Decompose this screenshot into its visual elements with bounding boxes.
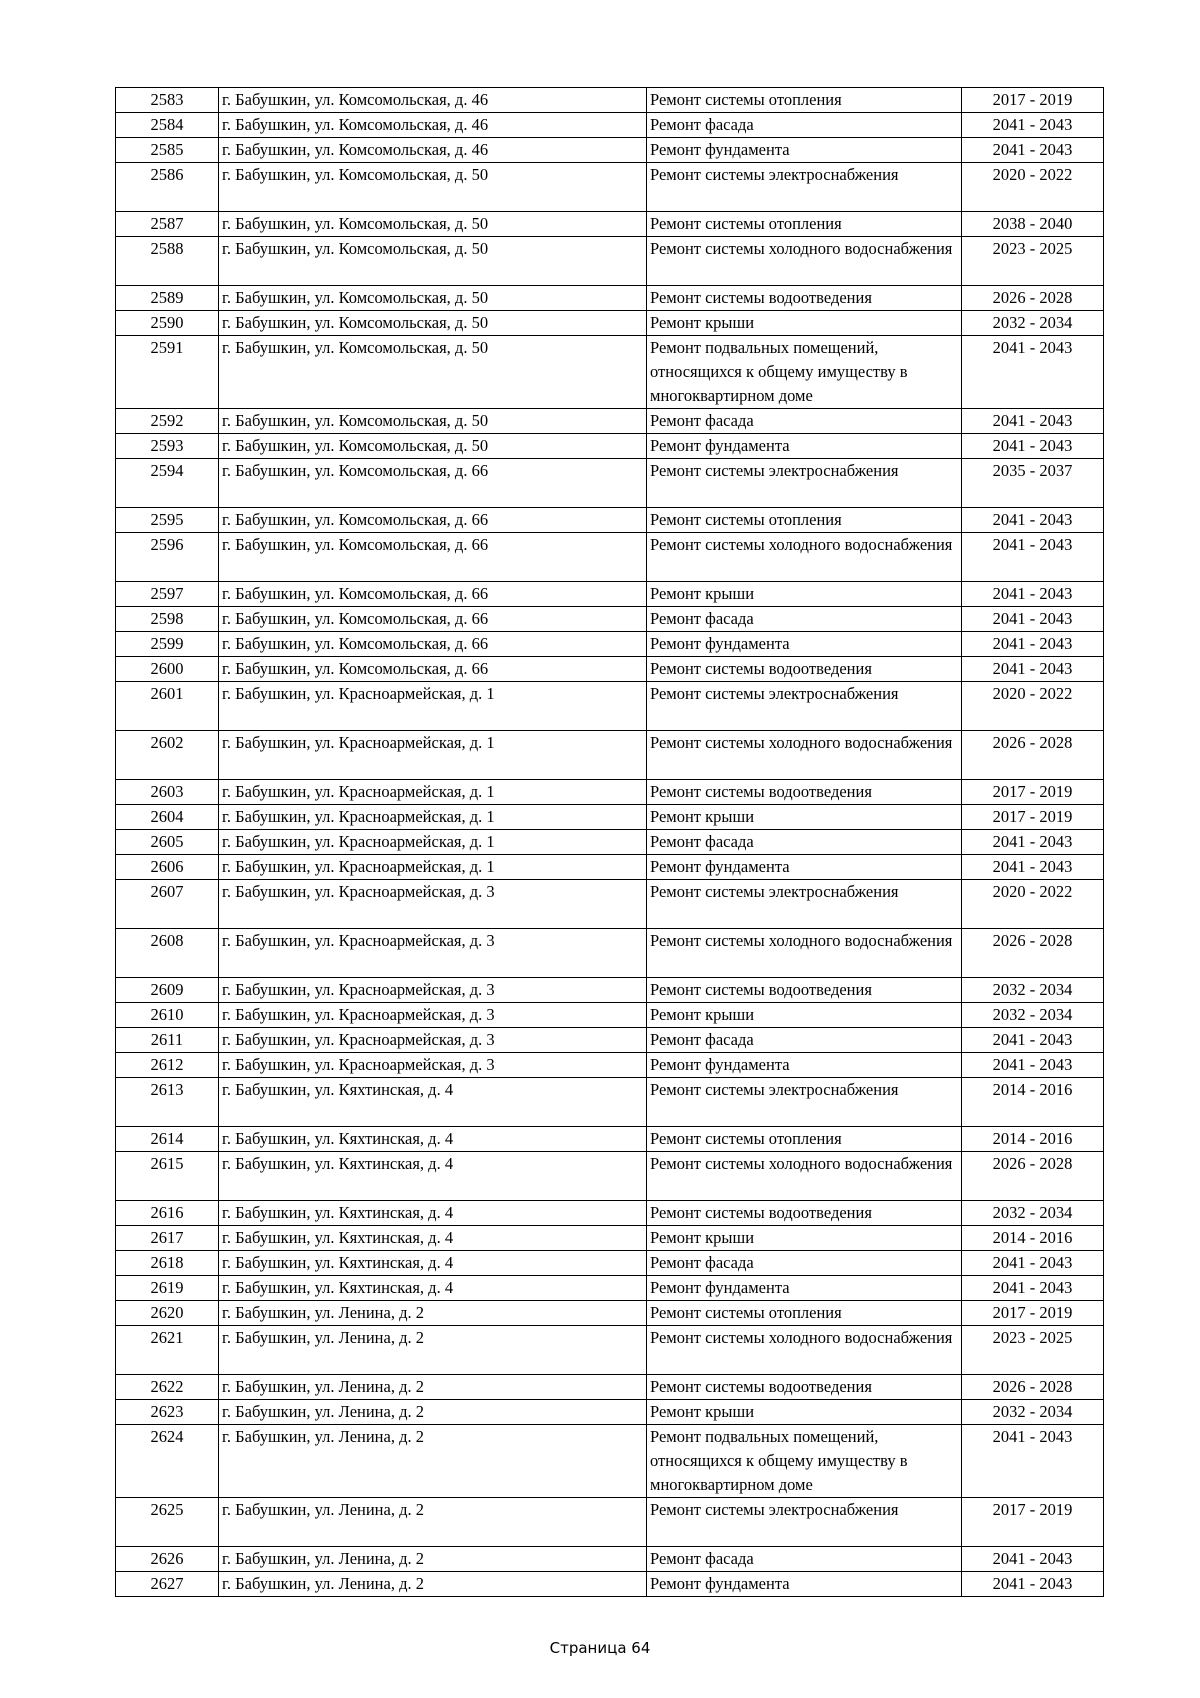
period-cell: 2041 - 2043	[962, 434, 1104, 459]
table-row	[116, 830, 1104, 855]
work-type-cell: Ремонт крыши	[647, 1003, 962, 1028]
period-cell: 2014 - 2016	[962, 1226, 1104, 1251]
table-row	[116, 805, 1104, 830]
work-type-cell: Ремонт системы отопления	[647, 88, 962, 113]
address-cell: г. Бабушкин, ул. Комсомольская, д. 66	[219, 657, 647, 682]
row-number-cell: 2613	[116, 1078, 219, 1127]
table-row	[116, 978, 1104, 1003]
address-cell: г. Бабушкин, ул. Комсомольская, д. 66	[219, 508, 647, 533]
address-cell: г. Бабушкин, ул. Красноармейская, д. 1	[219, 830, 647, 855]
row-number-cell: 2591	[116, 336, 219, 409]
period-cell: 2020 - 2022	[962, 880, 1104, 929]
period-cell: 2023 - 2025	[962, 237, 1104, 286]
row-number-cell: 2627	[116, 1572, 219, 1597]
address-cell: г. Бабушкин, ул. Ленина, д. 2	[219, 1572, 647, 1597]
work-type-cell: Ремонт системы электроснабжения	[647, 682, 962, 731]
address-cell: г. Бабушкин, ул. Комсомольская, д. 50	[219, 237, 647, 286]
address-cell: г. Бабушкин, ул. Красноармейская, д. 1	[219, 780, 647, 805]
table-row	[116, 731, 1104, 780]
row-number-cell: 2624	[116, 1425, 219, 1498]
work-type-cell: Ремонт фундамента	[647, 138, 962, 163]
work-type-cell: Ремонт системы холодного водоснабжения	[647, 1152, 962, 1201]
row-number-cell: 2593	[116, 434, 219, 459]
address-cell: г. Бабушкин, ул. Ленина, д. 2	[219, 1425, 647, 1498]
work-type-cell: Ремонт фасада	[647, 113, 962, 138]
table-row	[116, 880, 1104, 929]
work-type-cell: Ремонт системы холодного водоснабжения	[647, 929, 962, 978]
work-type-cell: Ремонт фундамента	[647, 855, 962, 880]
row-number-cell: 2589	[116, 286, 219, 311]
period-cell: 2041 - 2043	[962, 533, 1104, 582]
row-number-cell: 2612	[116, 1053, 219, 1078]
address-cell: г. Бабушкин, ул. Комсомольская, д. 46	[219, 138, 647, 163]
address-cell: г. Бабушкин, ул. Красноармейская, д. 3	[219, 880, 647, 929]
period-cell: 2041 - 2043	[962, 409, 1104, 434]
work-type-cell: Ремонт системы отопления	[647, 212, 962, 237]
row-number-cell: 2583	[116, 88, 219, 113]
row-number-cell: 2619	[116, 1276, 219, 1301]
period-cell: 2041 - 2043	[962, 1547, 1104, 1572]
table-row	[116, 459, 1104, 508]
table-row	[116, 929, 1104, 978]
table-row	[116, 508, 1104, 533]
row-number-cell: 2595	[116, 508, 219, 533]
row-number-cell: 2620	[116, 1301, 219, 1326]
period-cell: 2041 - 2043	[962, 582, 1104, 607]
table-row	[116, 657, 1104, 682]
address-cell: г. Бабушкин, ул. Комсомольская, д. 50	[219, 336, 647, 409]
work-type-cell: Ремонт фундамента	[647, 434, 962, 459]
address-cell: г. Бабушкин, ул. Ленина, д. 2	[219, 1375, 647, 1400]
address-cell: г. Бабушкин, ул. Комсомольская, д. 66	[219, 607, 647, 632]
row-number-cell: 2621	[116, 1326, 219, 1375]
row-number-cell: 2622	[116, 1375, 219, 1400]
period-cell: 2041 - 2043	[962, 336, 1104, 409]
address-cell: г. Бабушкин, ул. Ленина, д. 2	[219, 1547, 647, 1572]
work-type-cell: Ремонт крыши	[647, 805, 962, 830]
table-row	[116, 1276, 1104, 1301]
row-number-cell: 2617	[116, 1226, 219, 1251]
address-cell: г. Бабушкин, ул. Кяхтинская, д. 4	[219, 1152, 647, 1201]
table-row	[116, 434, 1104, 459]
work-type-cell: Ремонт крыши	[647, 1400, 962, 1425]
work-type-cell: Ремонт фундамента	[647, 1572, 962, 1597]
row-number-cell: 2587	[116, 212, 219, 237]
table-row	[116, 855, 1104, 880]
work-type-cell: Ремонт крыши	[647, 311, 962, 336]
table-row	[116, 1078, 1104, 1127]
address-cell: г. Бабушкин, ул. Красноармейская, д. 1	[219, 682, 647, 731]
table-row	[116, 1572, 1104, 1597]
period-cell: 2041 - 2043	[962, 1053, 1104, 1078]
period-cell: 2041 - 2043	[962, 508, 1104, 533]
row-number-cell: 2610	[116, 1003, 219, 1028]
address-cell: г. Бабушкин, ул. Комсомольская, д. 50	[219, 409, 647, 434]
address-cell: г. Бабушкин, ул. Комсомольская, д. 50	[219, 286, 647, 311]
period-cell: 2041 - 2043	[962, 657, 1104, 682]
address-cell: г. Бабушкин, ул. Красноармейская, д. 1	[219, 805, 647, 830]
work-type-cell: Ремонт системы водоотведения	[647, 1375, 962, 1400]
work-type-cell: Ремонт системы водоотведения	[647, 286, 962, 311]
row-number-cell: 2608	[116, 929, 219, 978]
row-number-cell: 2611	[116, 1028, 219, 1053]
address-cell: г. Бабушкин, ул. Комсомольская, д. 46	[219, 113, 647, 138]
period-cell: 2041 - 2043	[962, 632, 1104, 657]
work-type-cell: Ремонт системы водоотведения	[647, 978, 962, 1003]
address-cell: г. Бабушкин, ул. Комсомольская, д. 66	[219, 582, 647, 607]
address-cell: г. Бабушкин, ул. Ленина, д. 2	[219, 1326, 647, 1375]
table-row	[116, 1152, 1104, 1201]
period-cell: 2017 - 2019	[962, 1498, 1104, 1547]
period-cell: 2026 - 2028	[962, 1152, 1104, 1201]
row-number-cell: 2616	[116, 1201, 219, 1226]
work-type-cell: Ремонт системы холодного водоснабжения	[647, 533, 962, 582]
work-type-cell: Ремонт фасада	[647, 1251, 962, 1276]
period-cell: 2017 - 2019	[962, 88, 1104, 113]
table-row	[116, 138, 1104, 163]
address-cell: г. Бабушкин, ул. Комсомольская, д. 66	[219, 459, 647, 508]
table-row	[116, 607, 1104, 632]
period-cell: 2041 - 2043	[962, 1276, 1104, 1301]
table-row	[116, 88, 1104, 113]
work-type-cell: Ремонт системы холодного водоснабжения	[647, 731, 962, 780]
period-cell: 2041 - 2043	[962, 1572, 1104, 1597]
table-row	[116, 163, 1104, 212]
period-cell: 2032 - 2034	[962, 1400, 1104, 1425]
row-number-cell: 2614	[116, 1127, 219, 1152]
address-cell: г. Бабушкин, ул. Ленина, д. 2	[219, 1301, 647, 1326]
work-type-cell: Ремонт системы электроснабжения	[647, 163, 962, 212]
address-cell: г. Бабушкин, ул. Ленина, д. 2	[219, 1400, 647, 1425]
work-type-cell: Ремонт фасада	[647, 607, 962, 632]
work-type-cell: Ремонт системы отопления	[647, 1301, 962, 1326]
table-row	[116, 533, 1104, 582]
period-cell: 2035 - 2037	[962, 459, 1104, 508]
row-number-cell: 2618	[116, 1251, 219, 1276]
work-type-cell: Ремонт системы водоотведения	[647, 1201, 962, 1226]
address-cell: г. Бабушкин, ул. Комсомольская, д. 66	[219, 632, 647, 657]
table-row	[116, 1400, 1104, 1425]
row-number-cell: 2588	[116, 237, 219, 286]
repair-schedule-table	[115, 87, 1104, 1597]
table-row	[116, 286, 1104, 311]
row-number-cell: 2605	[116, 830, 219, 855]
address-cell: г. Бабушкин, ул. Комсомольская, д. 66	[219, 533, 647, 582]
work-type-cell: Ремонт системы электроснабжения	[647, 1078, 962, 1127]
table-row	[116, 1028, 1104, 1053]
period-cell: 2032 - 2034	[962, 978, 1104, 1003]
row-number-cell: 2604	[116, 805, 219, 830]
work-type-cell: Ремонт фасада	[647, 1028, 962, 1053]
period-cell: 2017 - 2019	[962, 1301, 1104, 1326]
table-body	[116, 88, 1104, 1597]
address-cell: г. Бабушкин, ул. Кяхтинская, д. 4	[219, 1201, 647, 1226]
period-cell: 2014 - 2016	[962, 1078, 1104, 1127]
table-row	[116, 1301, 1104, 1326]
table-row	[116, 682, 1104, 731]
period-cell: 2020 - 2022	[962, 163, 1104, 212]
period-cell: 2041 - 2043	[962, 1251, 1104, 1276]
table-row	[116, 1498, 1104, 1547]
row-number-cell: 2592	[116, 409, 219, 434]
row-number-cell: 2606	[116, 855, 219, 880]
row-number-cell: 2594	[116, 459, 219, 508]
address-cell: г. Бабушкин, ул. Комсомольская, д. 50	[219, 212, 647, 237]
row-number-cell: 2600	[116, 657, 219, 682]
address-cell: г. Бабушкин, ул. Комсомольская, д. 50	[219, 434, 647, 459]
period-cell: 2041 - 2043	[962, 1028, 1104, 1053]
work-type-cell: Ремонт системы электроснабжения	[647, 459, 962, 508]
table-row	[116, 336, 1104, 409]
work-type-cell: Ремонт фасада	[647, 409, 962, 434]
period-cell: 2017 - 2019	[962, 780, 1104, 805]
period-cell: 2041 - 2043	[962, 113, 1104, 138]
work-type-cell: Ремонт фундамента	[647, 632, 962, 657]
row-number-cell: 2607	[116, 880, 219, 929]
work-type-cell: Ремонт фасада	[647, 1547, 962, 1572]
address-cell: г. Бабушкин, ул. Красноармейская, д. 1	[219, 731, 647, 780]
work-type-cell: Ремонт системы отопления	[647, 1127, 962, 1152]
work-type-cell: Ремонт крыши	[647, 1226, 962, 1251]
row-number-cell: 2625	[116, 1498, 219, 1547]
address-cell: г. Бабушкин, ул. Красноармейская, д. 3	[219, 1003, 647, 1028]
table-row	[116, 1127, 1104, 1152]
period-cell: 2020 - 2022	[962, 682, 1104, 731]
address-cell: г. Бабушкин, ул. Кяхтинская, д. 4	[219, 1251, 647, 1276]
table-row	[116, 113, 1104, 138]
work-type-cell: Ремонт системы отопления	[647, 508, 962, 533]
row-number-cell: 2615	[116, 1152, 219, 1201]
period-cell: 2017 - 2019	[962, 805, 1104, 830]
period-cell: 2041 - 2043	[962, 607, 1104, 632]
work-type-cell: Ремонт фасада	[647, 830, 962, 855]
address-cell: г. Бабушкин, ул. Красноармейская, д. 3	[219, 1028, 647, 1053]
table-row	[116, 311, 1104, 336]
table-row	[116, 582, 1104, 607]
work-type-cell: Ремонт системы водоотведения	[647, 657, 962, 682]
row-number-cell: 2590	[116, 311, 219, 336]
period-cell: 2032 - 2034	[962, 1201, 1104, 1226]
address-cell: г. Бабушкин, ул. Кяхтинская, д. 4	[219, 1226, 647, 1251]
work-type-cell: Ремонт системы электроснабжения	[647, 1498, 962, 1547]
period-cell: 2026 - 2028	[962, 286, 1104, 311]
page-number: Страница 64	[549, 1639, 651, 1657]
period-cell: 2032 - 2034	[962, 1003, 1104, 1028]
table-row	[116, 1375, 1104, 1400]
table-row	[116, 1326, 1104, 1375]
address-cell: г. Бабушкин, ул. Комсомольская, д. 50	[219, 163, 647, 212]
work-type-cell: Ремонт подвальных помещений, относящихся к общему имуществу в многоквартирном доме	[647, 1425, 962, 1498]
row-number-cell: 2584	[116, 113, 219, 138]
address-cell: г. Бабушкин, ул. Комсомольская, д. 46	[219, 88, 647, 113]
table-row	[116, 1547, 1104, 1572]
work-type-cell: Ремонт системы электроснабжения	[647, 880, 962, 929]
table-row	[116, 212, 1104, 237]
work-type-cell: Ремонт подвальных помещений, относящихся к общему имуществу в многоквартирном доме	[647, 336, 962, 409]
period-cell: 2041 - 2043	[962, 138, 1104, 163]
address-cell: г. Бабушкин, ул. Кяхтинская, д. 4	[219, 1127, 647, 1152]
period-cell: 2014 - 2016	[962, 1127, 1104, 1152]
table-row	[116, 1425, 1104, 1498]
table-row	[116, 780, 1104, 805]
row-number-cell: 2586	[116, 163, 219, 212]
work-type-cell: Ремонт системы холодного водоснабжения	[647, 1326, 962, 1375]
table-row	[116, 1251, 1104, 1276]
table-row	[116, 1201, 1104, 1226]
table-row	[116, 1053, 1104, 1078]
period-cell: 2041 - 2043	[962, 1425, 1104, 1498]
row-number-cell: 2609	[116, 978, 219, 1003]
row-number-cell: 2626	[116, 1547, 219, 1572]
table-row	[116, 237, 1104, 286]
address-cell: г. Бабушкин, ул. Красноармейская, д. 3	[219, 978, 647, 1003]
row-number-cell: 2598	[116, 607, 219, 632]
table-row	[116, 1226, 1104, 1251]
period-cell: 2026 - 2028	[962, 1375, 1104, 1400]
period-cell: 2041 - 2043	[962, 855, 1104, 880]
table-row	[116, 1003, 1104, 1028]
address-cell: г. Бабушкин, ул. Ленина, д. 2	[219, 1498, 647, 1547]
row-number-cell: 2585	[116, 138, 219, 163]
row-number-cell: 2603	[116, 780, 219, 805]
period-cell: 2026 - 2028	[962, 731, 1104, 780]
address-cell: г. Бабушкин, ул. Комсомольская, д. 50	[219, 311, 647, 336]
address-cell: г. Бабушкин, ул. Кяхтинская, д. 4	[219, 1078, 647, 1127]
address-cell: г. Бабушкин, ул. Красноармейская, д. 3	[219, 1053, 647, 1078]
period-cell: 2026 - 2028	[962, 929, 1104, 978]
row-number-cell: 2623	[116, 1400, 219, 1425]
work-type-cell: Ремонт системы холодного водоснабжения	[647, 237, 962, 286]
row-number-cell: 2597	[116, 582, 219, 607]
table-row	[116, 632, 1104, 657]
table-row	[116, 409, 1104, 434]
row-number-cell: 2601	[116, 682, 219, 731]
address-cell: г. Бабушкин, ул. Кяхтинская, д. 4	[219, 1276, 647, 1301]
period-cell: 2041 - 2043	[962, 830, 1104, 855]
row-number-cell: 2599	[116, 632, 219, 657]
period-cell: 2023 - 2025	[962, 1326, 1104, 1375]
work-type-cell: Ремонт системы водоотведения	[647, 780, 962, 805]
work-type-cell: Ремонт фундамента	[647, 1053, 962, 1078]
period-cell: 2038 - 2040	[962, 212, 1104, 237]
address-cell: г. Бабушкин, ул. Красноармейская, д. 1	[219, 855, 647, 880]
work-type-cell: Ремонт крыши	[647, 582, 962, 607]
work-type-cell: Ремонт фундамента	[647, 1276, 962, 1301]
row-number-cell: 2596	[116, 533, 219, 582]
address-cell: г. Бабушкин, ул. Красноармейская, д. 3	[219, 929, 647, 978]
period-cell: 2032 - 2034	[962, 311, 1104, 336]
row-number-cell: 2602	[116, 731, 219, 780]
